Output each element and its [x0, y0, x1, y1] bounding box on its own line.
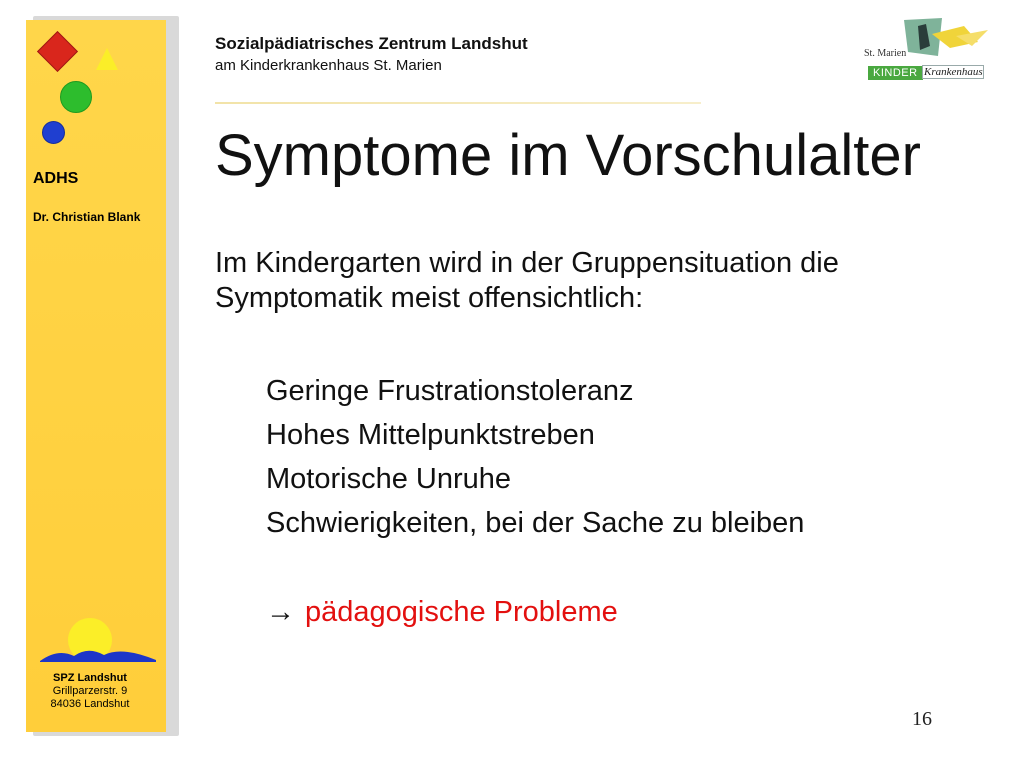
header-divider — [215, 102, 701, 104]
organization-subtitle: am Kinderkrankenhaus St. Marien — [215, 57, 442, 74]
intro-text: Im Kindergarten wird in der Gruppensituation die Symptomatik meist offensichtlich: — [215, 247, 839, 314]
organization-name: Sozialpädiatrisches Zentrum Landshut — [215, 34, 528, 53]
arrow-right-icon: → — [266, 596, 295, 628]
spz-sun-logo-icon — [38, 618, 158, 662]
logo-kinder: KINDER — [868, 66, 923, 80]
slide-title: Symptome im Vorschulalter — [215, 123, 921, 188]
list-item: Hohes Mittelpunktstreben — [266, 419, 595, 451]
page-number: 16 — [912, 708, 932, 730]
conclusion-text: pädagogische Probleme — [305, 596, 618, 628]
sidebar-author: Dr. Christian Blank — [33, 210, 141, 224]
list-item: Geringe Frustrationstoleranz — [266, 375, 634, 407]
sidebar-topic: ADHS — [33, 170, 79, 187]
yellow-triangle-icon — [96, 48, 118, 70]
list-item: Motorische Unruhe — [266, 463, 511, 495]
green-circle-icon — [60, 81, 92, 113]
list-item: Schwierigkeiten, bei der Sache zu bleiben — [266, 507, 805, 539]
address-city: 84036 Landshut — [50, 698, 130, 710]
symptom-list — [266, 369, 804, 545]
hospital-logo — [860, 16, 990, 82]
sidebar-address — [30, 672, 150, 711]
address-name: SPZ Landshut — [53, 672, 127, 684]
logo-st-marien: St. Marien — [864, 48, 907, 59]
logo-krankenhaus: Krankenhaus — [924, 66, 983, 78]
blue-circle-icon — [42, 121, 65, 144]
address-street: Grillparzerstr. 9 — [52, 685, 128, 697]
conclusion — [266, 596, 618, 629]
